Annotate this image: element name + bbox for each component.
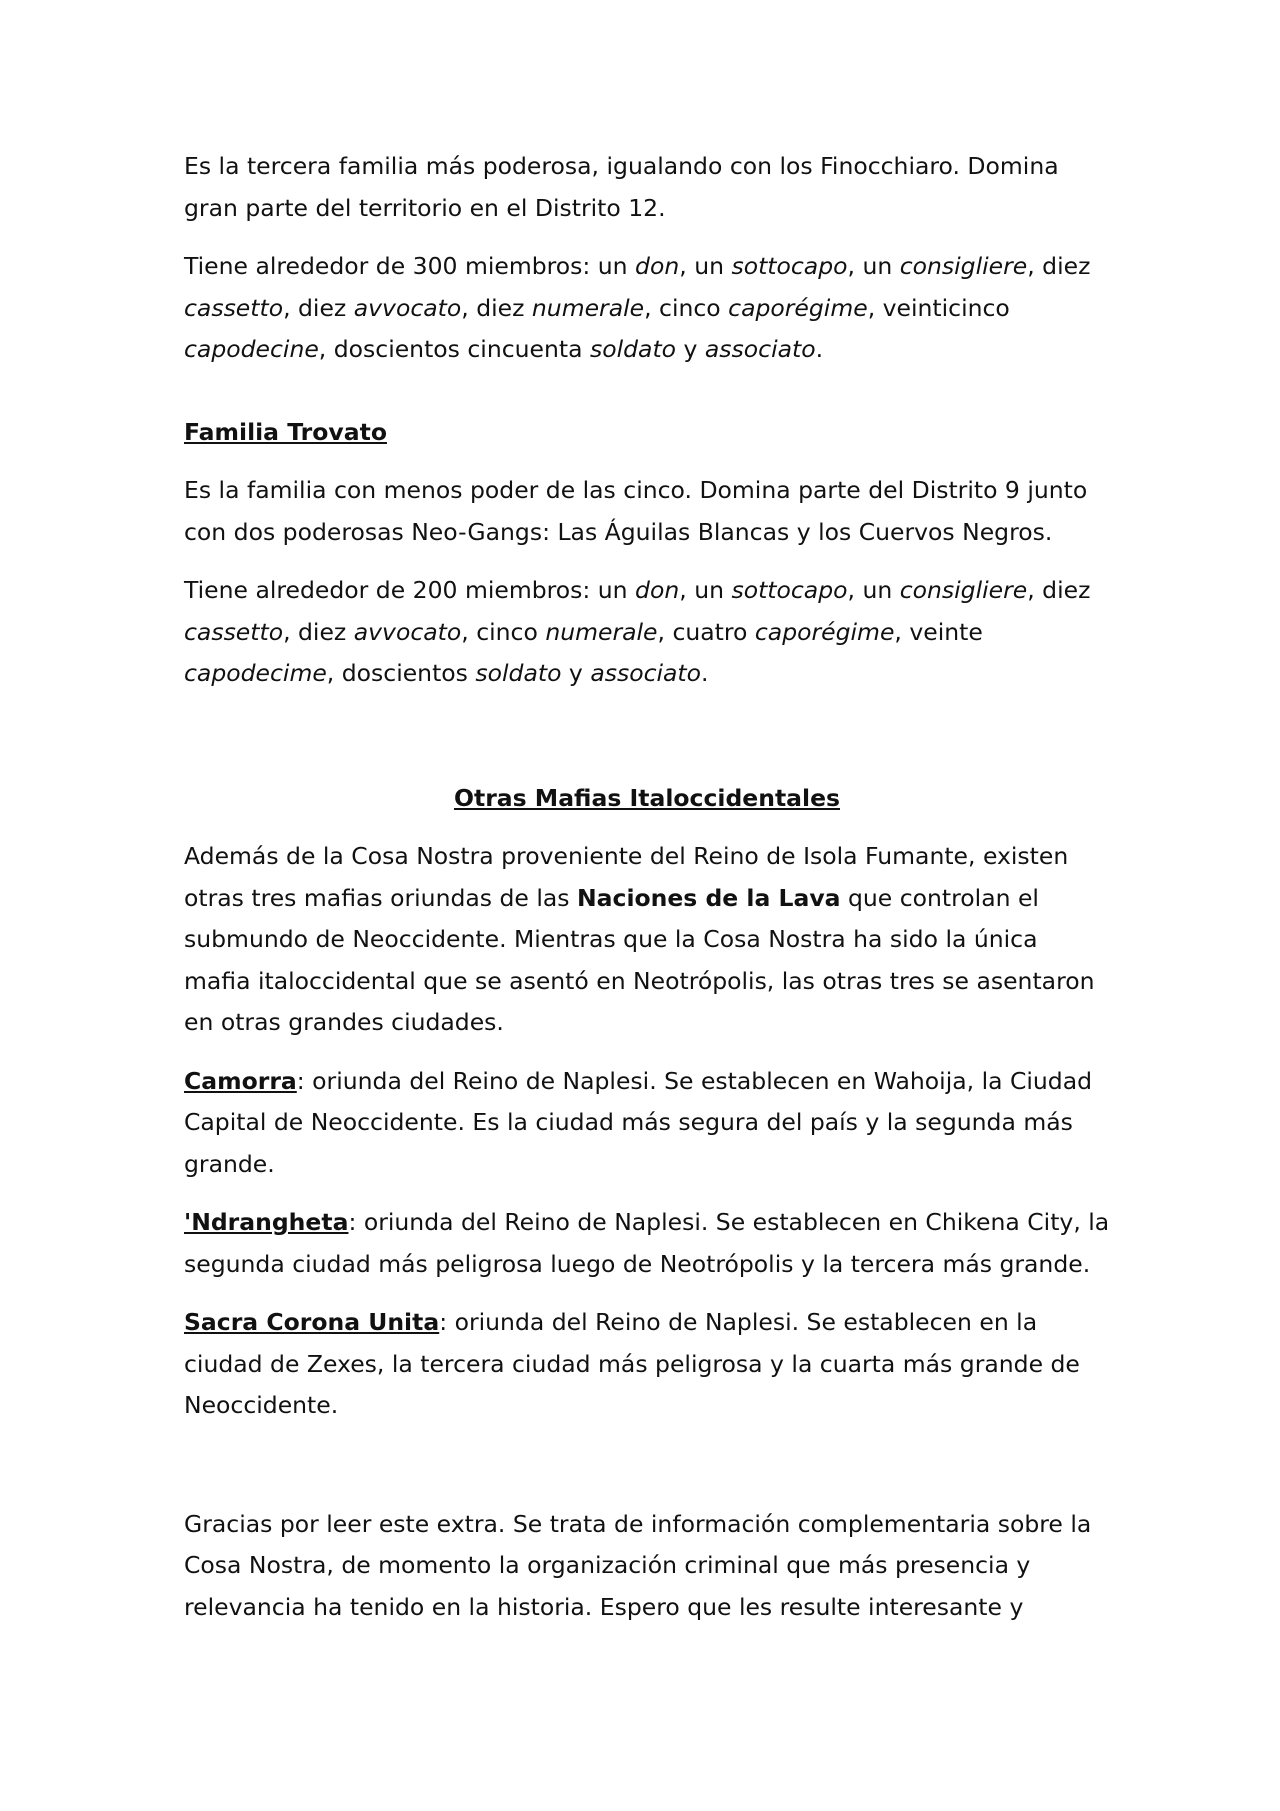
term-numerale: numerale: [545, 617, 658, 646]
paragraph-sacra-corona-unita: Sacra Corona Unita: oriunda del Reino de Naplesi. Se establecen en la ciudad de Zexes, la tercera ciudad más peligrosa y la cuarta más grande de Neoccidente.: [184, 1308, 1080, 1419]
term-don: don: [635, 252, 680, 280]
term-soldato: soldato: [475, 659, 562, 687]
spacer: [184, 1444, 1110, 1504]
term-sottocapo: sottocapo: [731, 576, 848, 604]
term-avvocato: avvocato: [353, 293, 462, 322]
paragraph-trovato-members: Tiene alrededor de 200 miembros: un don, un sottocapo, un consigliere, diez cassetto, diez avvocato, cinco numerale, cuatro caporégime, veinte capodecime, doscientos soldato y associato.: [184, 576, 1091, 687]
term-numerale: numerale: [531, 293, 645, 322]
term-caporegime: caporégime: [728, 293, 868, 322]
term-don: don: [635, 576, 680, 604]
term-cassetto: cassetto: [184, 293, 284, 322]
paragraph-trovato-power: Es la familia con menos poder de las cinco. Domina parte del Distrito 9 junto con dos poderosas Neo-Gangs: Las Águilas Blancas y los Cuervos Negros.: [184, 476, 1088, 546]
term-associato: associato: [590, 659, 702, 687]
heading-otras-mafias: Otras Mafias Italoccidentales: [453, 783, 841, 812]
paragraph-family-members: Tiene alrededor de 300 miembros: un don, un sottocapo, un consigliere, diez cassetto, diez avvocato, diez numerale, cinco caporégime, veinticinco capodecine, doscientos cincuenta soldato y associato.: [184, 252, 1091, 363]
term-sacra-corona-unita: Sacra Corona Unita: [184, 1308, 440, 1336]
spacer: [184, 388, 1110, 412]
paragraph-camorra: Camorra: oriunda del Reino de Naplesi. Se establecen en Wahoija, la Ciudad Capital de Neoccidente. Es la ciudad más segura del país y la segunda más grande.: [184, 1066, 1093, 1178]
term-capodecime: capodecime: [184, 659, 327, 687]
term-sottocapo: sottocapo: [731, 252, 848, 280]
paragraph-ndrangheta: 'Ndrangheta: oriunda del Reino de Naplesi. Se establecen en Chikena City, la segunda ciudad más peligrosa luego de Neotrópolis y la tercera más grande.: [184, 1208, 1110, 1278]
term-avvocato: avvocato: [353, 617, 462, 646]
spacer: [184, 712, 1110, 778]
paragraph-closing: Gracias por leer este extra. Se trata de información complementaria sobre la Cosa Nostra, de momento la organización criminal que más presencia y relevancia ha tenido en la historia. Espero que les resulte interesante y: [184, 1509, 1092, 1621]
paragraph-otras-intro: Además de la Cosa Nostra proveniente del Reino de Isola Fumante, existen otras tres mafias oriundas de las Naciones de la Lava que controlan el submundo de Neoccidente. Mientras que la Cosa Nostra ha sido la única mafia italoccidental que se asentó en Neotrópolis, las otras tres se asentaron en otras grandes ciudades.: [184, 842, 1095, 1036]
term-associato: associato: [704, 335, 816, 363]
heading-familia-trovato: Familia Trovato: [184, 417, 387, 446]
term-cassetto: cassetto: [184, 617, 284, 646]
term-capodecine: capodecine: [184, 335, 319, 363]
term-ndrangheta: 'Ndrangheta: [184, 1208, 349, 1236]
term-caporegime: caporégime: [754, 617, 895, 646]
term-soldato: soldato: [589, 335, 677, 363]
bold-naciones-de-la-lava: Naciones de la Lava: [576, 883, 841, 912]
term-consigliere: consigliere: [899, 252, 1028, 280]
term-consigliere: consigliere: [899, 576, 1028, 604]
term-camorra: Camorra: [184, 1066, 297, 1095]
paragraph-family-power: Es la tercera familia más poderosa, igualando con los Finocchiaro. Domina gran parte del territorio en el Distrito 12.: [184, 152, 1059, 222]
